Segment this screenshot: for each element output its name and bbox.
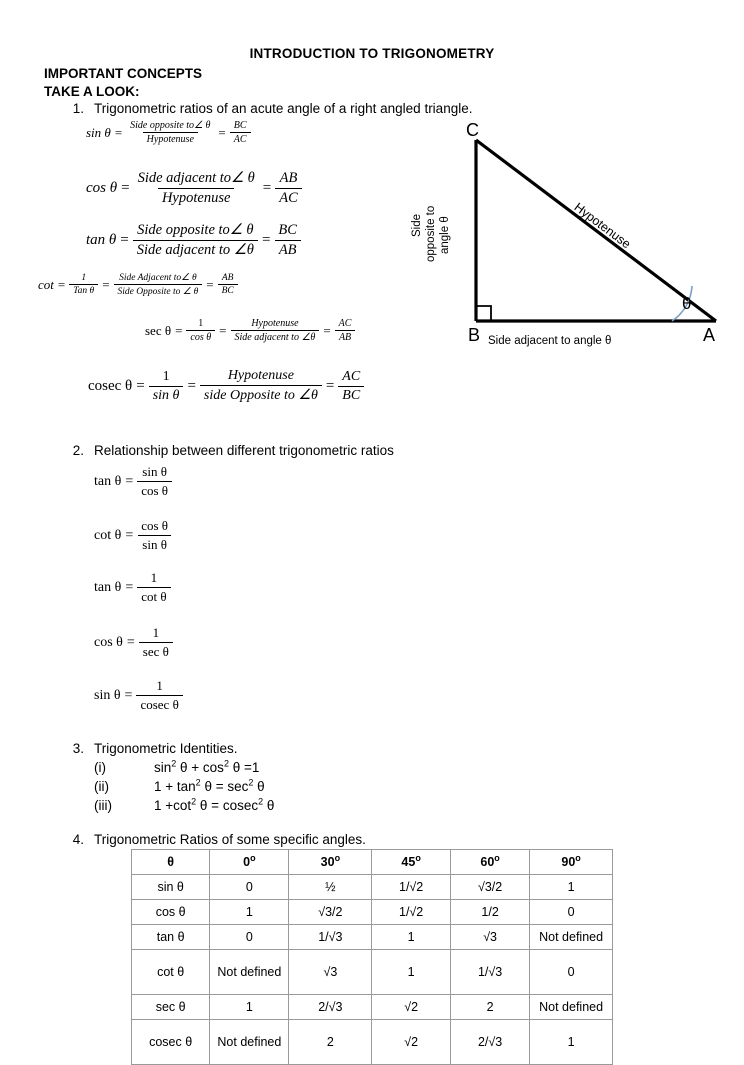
section-3-number: 3. [72, 741, 84, 756]
cell-sin-90: 1 [530, 875, 613, 900]
trig-ratios-table [131, 849, 613, 1065]
opposite-side-label-line1: Side [411, 213, 423, 237]
cell-cos-0: 1 [210, 900, 289, 925]
formula-tan-num2: BC [278, 222, 297, 238]
identity-label-i: (i) [94, 760, 106, 775]
s2-f2-den: cot θ [137, 587, 170, 605]
formula-cosec-den0: sin θ [149, 386, 184, 404]
right-triangle-figure [410, 120, 740, 370]
section-2-number: 2. [72, 443, 84, 458]
cell-cosec-0: Not defined [210, 1020, 289, 1065]
angle-theta-label: θ [682, 294, 692, 313]
s2-f4-num: 1 [156, 678, 163, 693]
formula-tan: tan θ = $\frac{\text{Side opposite to∠ θ}}{\text{Side adjacent to ∠θ}}$ = $\frac{BC}{AB}$ [84, 222, 303, 259]
s2-f4-den: cosec θ [136, 695, 182, 713]
opposite-side-label-line2: opposite to [425, 205, 437, 262]
cell-cos-45: 1/√2 [372, 900, 451, 925]
table-header-0deg: 0$^o$ [210, 850, 289, 875]
formula-cot-over-sin: cot θ = $\frac{\text{cos θ}}{\text{sin θ}}$ [92, 518, 174, 553]
formula-cosec-num1: Hypotenuse [227, 368, 294, 383]
formula-cos-den1: Hypotenuse [158, 188, 234, 207]
cell-sec-0: 1 [210, 995, 289, 1020]
table-header-90deg: 90$^o$ [530, 850, 613, 875]
cell-sin-0: 0 [210, 875, 289, 900]
identity-body-i: $\sin^2 \theta + \cos^2 \theta =1$ [154, 758, 260, 775]
cell-tan-30: 1/√3 [289, 925, 372, 950]
s2-f4-lhs: sin θ [94, 687, 121, 703]
formula-cosec-lhs: cosec θ [88, 377, 133, 394]
s2-f1-den: sin θ [138, 535, 171, 553]
cell-cos-60: 1/2 [450, 900, 529, 925]
table-header-row [132, 850, 613, 875]
cell-sec-60: 2 [450, 995, 529, 1020]
formula-cos-lhs: cos θ [86, 180, 118, 196]
cell-cot-45: 1 [372, 950, 451, 995]
triangle-hypotenuse [476, 140, 716, 321]
s2-f2-lhs: tan θ [94, 579, 122, 595]
cell-sin-60: √3/2 [450, 875, 529, 900]
cell-tan-0: 0 [210, 925, 289, 950]
identity-body-iii: $1 +\cot^2$ θ = cosec$^2$ θ [154, 796, 275, 813]
section-3-title: Trigonometric Identities. [94, 741, 238, 756]
cell-tan-45: 1 [372, 925, 451, 950]
formula-tan-num1: Side opposite to∠ θ [137, 222, 254, 238]
formula-cosec-den1: side Opposite to ∠θ [200, 385, 322, 404]
formula-cosec-den2: BC [338, 386, 364, 404]
formula-cot: cot = $\frac{1}{\text{Tan θ}}$ = $\frac{\text{Side Adjacent to∠ θ}}{\text{Side Opposite to ∠ θ}}$ = $\frac{AB}{BC}$ [36, 272, 240, 297]
formula-cos-den2: AC [275, 188, 302, 207]
vertex-label-c: C [466, 120, 479, 140]
page-title: INTRODUCTION TO TRIGONOMETRY [249, 46, 495, 61]
section-1-title: Trigonometric ratios of an acute angle of a right angled triangle. [94, 101, 473, 116]
row-label-sec: sec θ [132, 995, 210, 1020]
formula-sin-num1: Side opposite to∠ θ [130, 120, 211, 131]
formula-cot-den0: Tan θ [69, 284, 98, 296]
section-1-number: 1. [72, 101, 84, 116]
adjacent-side-label: Side adjacent to angle θ [488, 335, 612, 347]
formula-sec-den2: AB [335, 330, 355, 343]
cell-cot-60: 1/√3 [450, 950, 529, 995]
cell-cot-90: 0 [530, 950, 613, 995]
table-row [132, 900, 613, 925]
vertex-label-a: A [703, 325, 716, 345]
cell-cosec-60: 2/√3 [450, 1020, 529, 1065]
cell-cosec-45: √2 [372, 1020, 451, 1065]
cell-sec-45: √2 [372, 995, 451, 1020]
formula-cos-num2: AB [279, 170, 298, 186]
cell-tan-90: Not defined [530, 925, 613, 950]
table-row [132, 995, 613, 1020]
cell-sec-30: 2/√3 [289, 995, 372, 1020]
cell-sin-30: ½ [289, 875, 372, 900]
formula-sec-num1: Hypotenuse [251, 318, 299, 329]
formula-sec-den1: Side adjacent to ∠θ [231, 330, 320, 343]
identity-label-iii: (iii) [94, 798, 112, 813]
formula-cot-num2: AB [221, 273, 234, 283]
formula-cos: cos θ = $\frac{\text{Side adjacent to∠ θ}}{\text{Hypotenuse}}$ = $\frac{AB}{AC}$ [84, 170, 304, 207]
cell-cosec-90: 1 [530, 1020, 613, 1065]
section-4-number: 4. [72, 832, 84, 847]
identity-label-ii: (ii) [94, 779, 109, 794]
section-4-title: Trigonometric Ratios of some specific angles. [94, 832, 366, 847]
formula-cot-den2: BC [218, 284, 238, 296]
heading-take-a-look: TAKE A LOOK: [44, 84, 140, 99]
row-label-tan: tan θ [132, 925, 210, 950]
table-row [132, 1020, 613, 1065]
heading-important-concepts: IMPORTANT CONCEPTS [44, 66, 202, 81]
row-label-cosec: cosec θ [132, 1020, 210, 1065]
formula-sin-lhs: sin θ [86, 124, 111, 140]
trig-ratios-table-wrapper [131, 849, 613, 1065]
s2-f0-num: sin θ [142, 464, 167, 479]
triangle-svg [410, 120, 740, 370]
formula-sin-num2: BC [233, 120, 247, 131]
s2-f0-lhs: tan θ [94, 473, 122, 489]
formula-tan-den1: Side adjacent to ∠θ [133, 240, 258, 259]
table-row [132, 875, 613, 900]
table-header-30deg: 30$^o$ [289, 850, 372, 875]
cell-sec-90: Not defined [530, 995, 613, 1020]
formula-sec-num0: 1 [198, 318, 204, 329]
formula-cos-inv-sec: cos θ = $\frac{1}{\text{sec θ}}$ [92, 625, 175, 660]
table-row [132, 925, 613, 950]
vertex-label-b: B [468, 325, 481, 345]
formula-tan-over-cos: tan θ = $\frac{\text{sin θ}}{\text{cos θ}}$ [92, 464, 174, 499]
cell-tan-60: √3 [450, 925, 529, 950]
formula-sec-den0: cos θ [186, 330, 215, 343]
formula-cosec-num0: 1 [162, 368, 170, 384]
cell-cos-30: √3/2 [289, 900, 372, 925]
hypotenuse-label: Hypotenuse [571, 200, 634, 252]
s2-f0-den: cos θ [137, 481, 172, 499]
opposite-side-label-line3: angle θ [439, 216, 451, 254]
table-header-45deg: 45$^o$ [372, 850, 451, 875]
table-header-theta: θ [132, 850, 210, 875]
s2-f1-lhs: cot θ [94, 527, 122, 543]
cell-cos-90: 0 [530, 900, 613, 925]
formula-sec-num2: AC [338, 318, 352, 329]
formula-sin-den1: Hypotenuse [143, 132, 198, 145]
formula-sin-den2: AC [230, 132, 251, 145]
formula-tan-lhs: tan θ [86, 232, 117, 248]
formula-cot-den1: Side Opposite to ∠ θ [114, 284, 203, 297]
formula-sec: sec θ = $\frac{1}{\text{cos θ}}$ = $\frac{\text{Hypotenuse}}{\text{Side adjacent to ∠θ}}$ = $\frac{AC}{AB}$ [143, 318, 357, 343]
cell-sin-45: 1/√2 [372, 875, 451, 900]
formula-cot-num0: 1 [81, 273, 87, 283]
formula-cot-num1: Side Adjacent to∠ θ [119, 273, 197, 283]
table-row [132, 950, 613, 995]
right-angle-marker [476, 306, 491, 321]
section-2-title: Relationship between different trigonometric ratios [94, 443, 394, 458]
row-label-cot: cot θ [132, 950, 210, 995]
s2-f3-lhs: cos θ [94, 634, 123, 650]
formula-sin: sin θ = $\frac{\text{Side opposite to∠ θ}}{\text{Hypotenuse}}$ = $\frac{BC}{AC}$ [84, 120, 253, 145]
formula-cos-num1: Side adjacent to∠ θ [137, 170, 255, 186]
row-label-sin: sin θ [132, 875, 210, 900]
s2-f3-num: 1 [152, 625, 160, 640]
cell-cosec-30: 2 [289, 1020, 372, 1065]
identity-body-ii: $1 + \tan^2 \theta = \sec^2 \theta$ [154, 777, 265, 794]
formula-tan-den2: AB [275, 240, 301, 259]
formula-cosec: cosec θ = $\frac{1}{\text{sin θ}}$ = $\frac{\text{Hypotenuse}}{\text{side Opposite to ∠θ}}$ = $\frac{AC}{BC}$ [86, 368, 366, 404]
formula-cosec-num2: AC [342, 368, 361, 384]
row-label-cos: cos θ [132, 900, 210, 925]
cell-cot-30: √3 [289, 950, 372, 995]
formula-sin-inv-cosec: sin θ = $\frac{1}{\text{cosec θ}}$ [92, 678, 185, 713]
cell-cot-0: Not defined [210, 950, 289, 995]
s2-f2-num: 1 [150, 570, 158, 585]
formula-tan-inv-cot: tan θ = $\frac{1}{\text{cot θ}}$ [92, 570, 173, 605]
formula-sec-lhs: sec θ [145, 322, 172, 338]
s2-f1-num: cos θ [141, 518, 169, 533]
s2-f3-den: sec θ [139, 642, 173, 660]
table-header-60deg: 60$^o$ [450, 850, 529, 875]
formula-cot-lhs: cot [38, 276, 54, 292]
